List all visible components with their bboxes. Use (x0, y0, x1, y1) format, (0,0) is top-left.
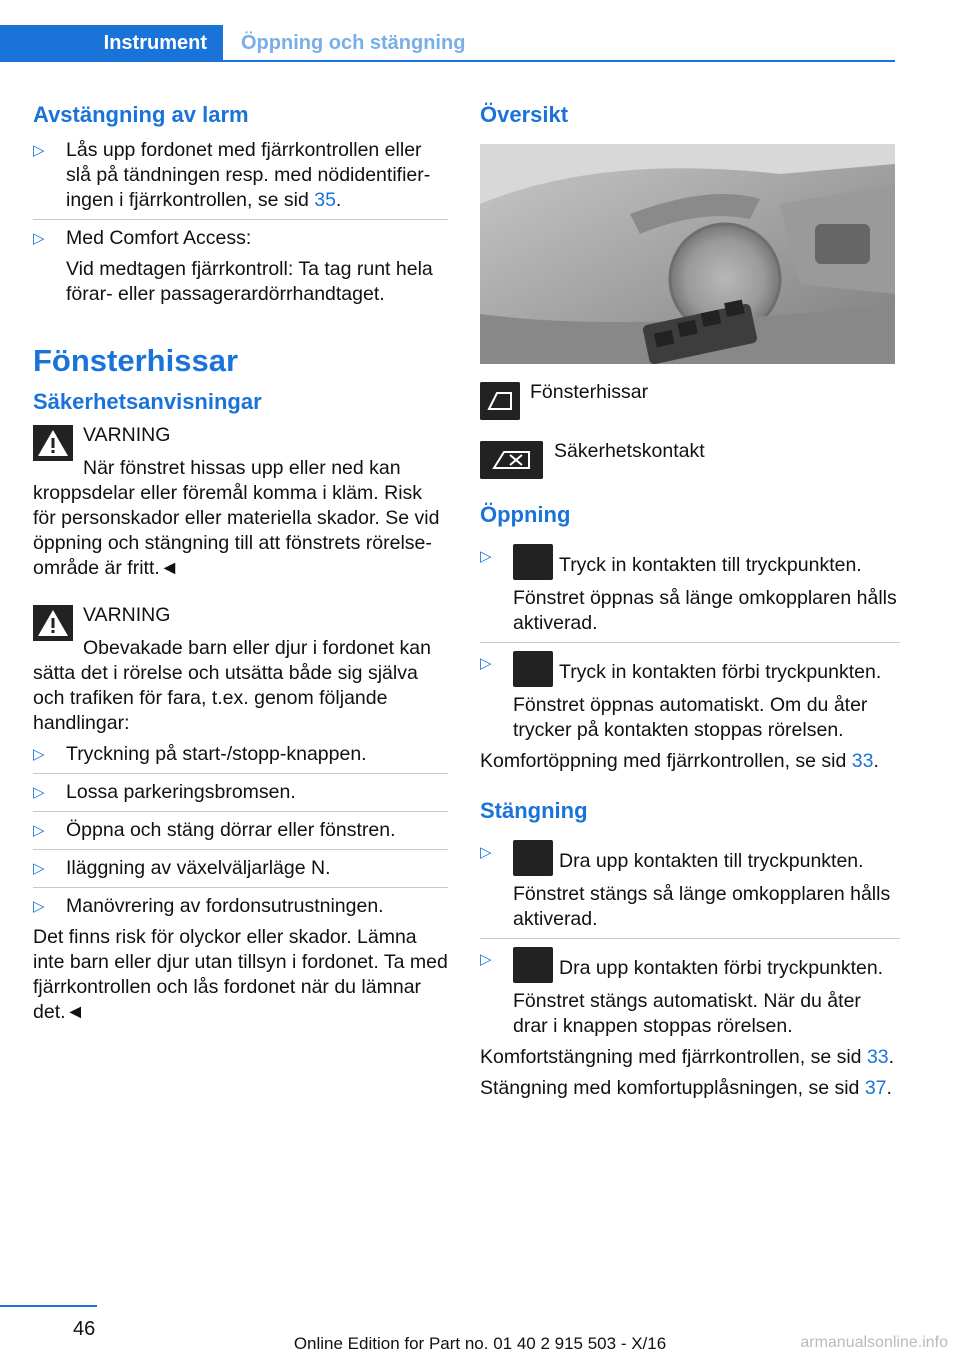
list-item-text: Fönstret stängs så länge omkopplaren hålls aktiverad. (513, 883, 891, 930)
list-item-text: Tryckning på start-/stopp-knappen. (66, 743, 367, 765)
tab-instrument[interactable]: Instrument (0, 25, 223, 62)
left-column (33, 100, 448, 1025)
warning-icon (33, 605, 73, 641)
list-item-text: Manövrering av fordonsutrustningen. (66, 895, 384, 917)
window-switch-icon (480, 382, 520, 420)
divider (33, 887, 448, 888)
legend-item (480, 380, 900, 427)
list-item-text: Fönstret stängs automatiskt. När du åter drar i knappen stoppas rörelsen. (513, 990, 861, 1037)
list-item-text: Vid medtagen fjärrkontroll: Ta tag runt hela förar- eller passagerardörrhandtaget. (66, 258, 433, 305)
comfort-close-label: Komfortstängning med fjärrkontrollen, se sid (480, 1046, 867, 1068)
page-link[interactable]: 37 (864, 1077, 887, 1099)
bullet-triangle-icon: ▷ (33, 230, 45, 247)
comfort-convertible-label: Stängning med komfortupplåsningen, se sid (480, 1077, 865, 1099)
comfort-open-label: Komfortöppning med fjärrkontrollen, se sid (480, 750, 852, 772)
warning-conclusion: Det finns risk för olyckor eller skador. Lämna inte barn eller djur utan tillsyn i fordonet. Ta med fjärrkontrollen och lås fordonet när du lämnar det.◄ (33, 926, 448, 1023)
list-item (480, 947, 900, 1039)
list-item (480, 544, 900, 636)
bullet-triangle-icon: ▷ (33, 898, 45, 915)
comfort-convertible-end: . (886, 1077, 892, 1099)
opening-heading: Öppning (480, 502, 571, 527)
chapter-tabbar (0, 25, 895, 62)
warning-list (33, 742, 448, 919)
list-item-text: Lås upp fordonet med fjärrkontrollen eller slå på tändningen resp. med nödidentifieringen i fjärrkontrollen, se sid (66, 139, 431, 211)
list-item-text: Iläggning av växelväljarläge N. (66, 857, 331, 879)
comfort-open-text (480, 749, 900, 774)
list-item (480, 840, 900, 932)
bullet-triangle-icon: ▷ (33, 746, 45, 763)
warning-text: När fönstret hissas upp eller ned kan kroppsdelar eller föremål komma i kläm. Risk för personskador eller materiella skador. Se vid öppning och stängning till att fönstrets rörelseområde är fritt.◄ (33, 457, 440, 579)
subsection-title: Säkerhetsanvisningar (33, 389, 262, 414)
door-panel-photo (480, 144, 895, 364)
window-switch-icon (513, 651, 553, 687)
watermark: armanualsonline.info (800, 1334, 948, 1351)
closing-heading: Stängning (480, 798, 588, 823)
overview-heading: Översikt (480, 102, 569, 127)
page-number: 46 (73, 1318, 96, 1340)
tab-underline (223, 60, 895, 62)
warning-label: VARNING (83, 424, 171, 446)
list-item-text: Dra upp kontakten till tryckpunkten. (559, 850, 864, 872)
page-link[interactable]: 35 (314, 189, 336, 211)
list-item (33, 780, 448, 805)
warning-text: Obevakade barn eller djur i fordonet kan sätta det i rörelse och utsätta både sig själva och trafiken för fara, t.ex. genom följande handlingar: (33, 637, 431, 734)
list-item-text: Fönstret öppnas så länge omkopplaren hålls aktiverad. (513, 587, 897, 634)
comfort-convertible-text (480, 1076, 900, 1101)
warning-icon (33, 425, 73, 461)
list-item-text: Öppna och stäng dörrar eller fönstren. (66, 819, 396, 841)
list-item (33, 818, 448, 843)
legend-label: Fönsterhissar (530, 381, 649, 403)
comfort-close-text (480, 1045, 900, 1070)
list-item (33, 138, 448, 213)
bullet-triangle-icon: ▷ (33, 860, 45, 877)
list-item (33, 856, 448, 881)
legend-item (480, 439, 900, 486)
list-item-text: . (335, 189, 342, 211)
bullet-triangle-icon: ▷ (33, 822, 45, 839)
list-item-text: Tryck in kontakten förbi tryckpunkten. (559, 661, 882, 683)
right-column (480, 100, 900, 1101)
list-item (33, 742, 448, 767)
window-switch-icon (513, 947, 553, 983)
comfort-open-end: . (873, 750, 879, 772)
page-number-rule (0, 1305, 97, 1307)
warning-block (33, 423, 448, 581)
list-item (33, 894, 448, 919)
divider (480, 642, 900, 643)
list-item-text: Dra upp kontakten förbi tryckpunkten. (559, 957, 884, 979)
bullet-triangle-icon: ▷ (480, 951, 492, 968)
list-item-text: Fönstret öppnas automatiskt. Om du åter trycker på kontakten stoppas rörelsen. (513, 694, 868, 741)
edition-footer: Online Edition for Part no. 01 40 2 915 503 - X/16 (293, 1334, 667, 1353)
bullet-triangle-icon: ▷ (480, 844, 492, 861)
page-link[interactable]: 33 (851, 750, 874, 772)
comfort-close-end: . (888, 1046, 895, 1068)
list-item-text: Tryck in kontakten till tryckpunkten. (559, 554, 862, 576)
list-item-text: Med Comfort Access: (66, 227, 252, 249)
divider (33, 849, 448, 850)
divider (480, 938, 900, 939)
page-link[interactable]: 33 (866, 1046, 889, 1068)
alarm-heading: Avstängning av larm (33, 102, 249, 127)
bullet-triangle-icon: ▷ (480, 655, 492, 672)
list-item-text: Lossa parkeringsbromsen. (66, 781, 296, 803)
list-item (480, 651, 900, 743)
safety-switch-icon (480, 441, 543, 479)
section-title: Fönsterhissar (33, 343, 239, 378)
divider (33, 219, 448, 220)
warning-block (33, 603, 448, 736)
list-item-text (513, 840, 900, 876)
list-item-text (513, 544, 900, 580)
divider (33, 811, 448, 812)
list-item-text (513, 947, 900, 983)
bullet-triangle-icon: ▷ (480, 548, 492, 565)
list-item-text (513, 651, 900, 687)
window-switch-icon (513, 840, 553, 876)
list-item (33, 226, 448, 307)
bullet-triangle-icon: ▷ (33, 142, 45, 159)
tab-opening-closing[interactable]: Öppning och stängning (241, 32, 466, 54)
window-switch-icon (513, 544, 553, 580)
bullet-triangle-icon: ▷ (33, 784, 45, 801)
legend-label: Säkerhetskontakt (554, 440, 705, 462)
divider (33, 773, 448, 774)
warning-label: VARNING (83, 604, 171, 626)
